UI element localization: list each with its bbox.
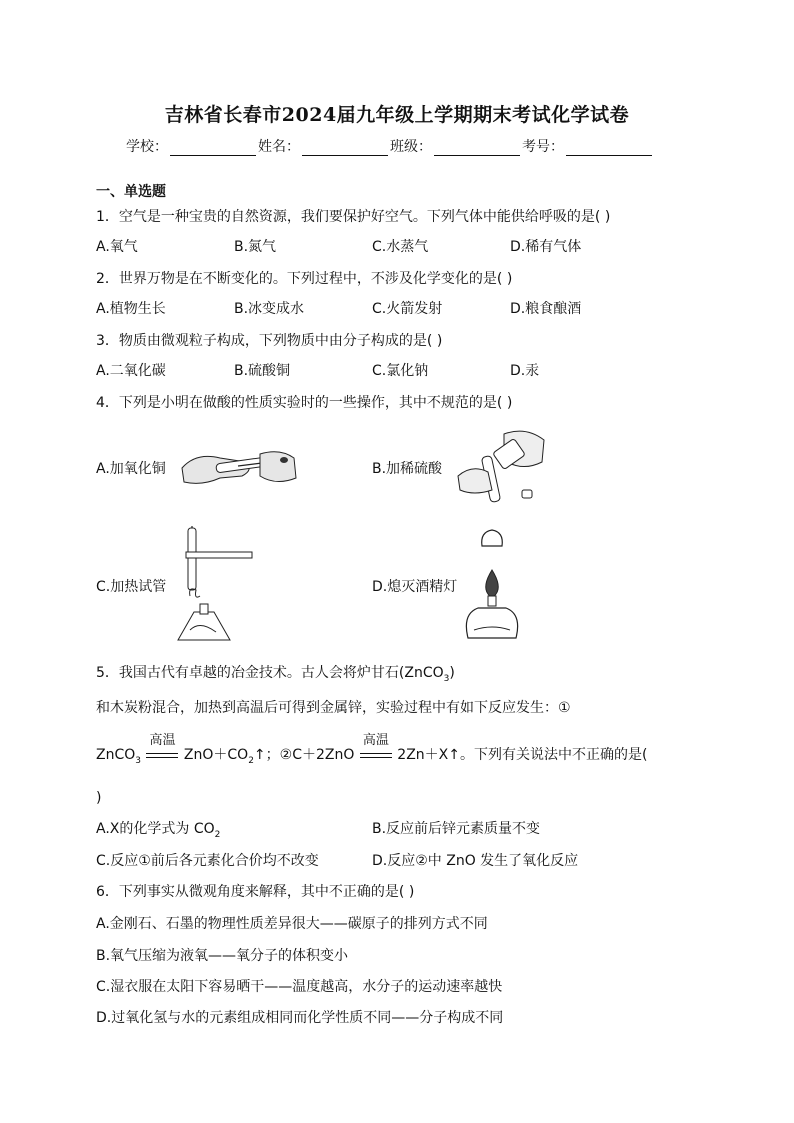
q3-option-b[interactable]: B.硫酸铜 (234, 363, 291, 379)
q5-line1-text: 5．我国古代有卓越的冶金技术。古人会将炉甘石 (96, 665, 399, 681)
q4-option-d[interactable]: D.熄灭酒精灯 (372, 579, 458, 595)
q1-stem: 1．空气是一种宝贵的自然资源，我们要保护好空气。下列气体中能供给呼吸的是( ) (96, 209, 611, 225)
section-title: 一、单选题 (96, 184, 166, 200)
q3-option-c[interactable]: C.氯化钠 (372, 363, 429, 379)
eq2-condition: 高温 (362, 733, 389, 748)
q2-stem: 2．世界万物是在不断变化的。下列过程中，不涉及化学变化的是( ) (96, 271, 513, 287)
q1-option-a[interactable]: A.氧气 (96, 239, 138, 255)
eq2-right: 2Zn＋X↑ (397, 747, 460, 763)
adding-copper-oxide-figure (176, 440, 300, 496)
class-label: 班级： (390, 139, 432, 155)
q5-option-a-text: A.X的化学式为 CO (96, 821, 215, 837)
q3-option-d[interactable]: D.汞 (510, 363, 540, 379)
extinguishing-alcohol-lamp-figure (458, 526, 524, 644)
exam-title: 吉林省长春市2024届九年级上学期期末考试化学试卷 (164, 104, 630, 126)
eq1-condition: 高温 (149, 733, 176, 748)
q5-line1-end: ) (449, 665, 455, 681)
eq2-left: C＋2ZnO (292, 747, 355, 763)
eq1-right-sub: 2 (248, 755, 254, 766)
adding-dilute-sulfuric-acid-figure (452, 426, 552, 506)
q4-option-c[interactable]: C.加热试管 (96, 579, 167, 595)
q4-option-a[interactable]: A.加氧化铜 (96, 461, 166, 477)
q5-option-b[interactable]: B.反应前后锌元素质量不变 (372, 821, 541, 837)
q5-option-c[interactable]: C.反应①前后各元素化合价均不改变 (96, 853, 319, 869)
q5-option-a[interactable] (96, 818, 220, 840)
q4-stem: 4．下列是小明在做酸的性质实验时的一些操作，其中不规范的是( ) (96, 395, 513, 411)
q5-equations (96, 733, 648, 766)
q1-option-c[interactable]: C.水蒸气 (372, 239, 429, 255)
q2-option-d[interactable]: D.粮食酿酒 (510, 301, 582, 317)
q1-option-d[interactable]: D.稀有气体 (510, 239, 582, 255)
eq1-arrow (145, 733, 179, 763)
q2-option-b[interactable]: B.冰变成水 (234, 301, 305, 317)
q3-option-a[interactable]: A.二氧化碳 (96, 363, 166, 379)
q3-stem: 3．物质由微观粒子构成，下列物质中由分子构成的是( ) (96, 333, 443, 349)
q5-line4: ) (96, 790, 102, 806)
eq1-right: ZnO＋CO (183, 747, 249, 763)
exam-number-blank[interactable] (566, 141, 652, 156)
q5-line1-sub: 3 (443, 673, 450, 684)
q6-option-c[interactable]: C.湿衣服在太阳下容易晒干——温度越高，水分子的运动速率越快 (96, 979, 503, 995)
q5-option-a-sub: 2 (214, 829, 221, 840)
q6-option-b[interactable]: B.氧气压缩为液氧——氧分子的体积变小 (96, 948, 349, 964)
eq1-left-sub: 3 (135, 755, 141, 766)
name-label: 姓名： (258, 139, 300, 155)
eq1-end: ↑；② (253, 747, 293, 763)
eq2-arrow (359, 733, 393, 763)
school-blank[interactable] (170, 141, 256, 156)
q5-line1 (96, 662, 455, 684)
class-blank[interactable] (434, 141, 520, 156)
q2-option-a[interactable]: A.植物生长 (96, 301, 166, 317)
q5-option-d[interactable]: D.反应②中 ZnO 发生了氧化反应 (372, 853, 579, 869)
exam-number-label: 考号： (522, 139, 564, 155)
q2-option-c[interactable]: C.火箭发射 (372, 301, 443, 317)
q5-line3-tail: 。下列有关说法中不正确的是( (459, 747, 648, 763)
student-info-line (126, 136, 654, 156)
q6-stem: 6．下列事实从微观角度来解释，其中不正确的是( ) (96, 884, 415, 900)
q6-option-d[interactable]: D.过氧化氢与水的元素组成相同而化学性质不同——分子构成不同 (96, 1010, 504, 1026)
q1-option-b[interactable]: B.氮气 (234, 239, 277, 255)
eq1-left: ZnCO (96, 747, 136, 763)
heating-test-tube-figure (176, 520, 256, 648)
school-label: 学校： (126, 139, 168, 155)
q5-line1-formula: (ZnCO (398, 665, 444, 681)
name-blank[interactable] (302, 141, 388, 156)
q5-line2: 和木炭粉混合，加热到高温后可得到金属锌，实验过程中有如下反应发生：① (96, 700, 571, 716)
q6-option-a[interactable]: A.金刚石、石墨的物理性质差异很大——碳原子的排列方式不同 (96, 916, 488, 932)
q4-option-b[interactable]: B.加稀硫酸 (372, 461, 443, 477)
